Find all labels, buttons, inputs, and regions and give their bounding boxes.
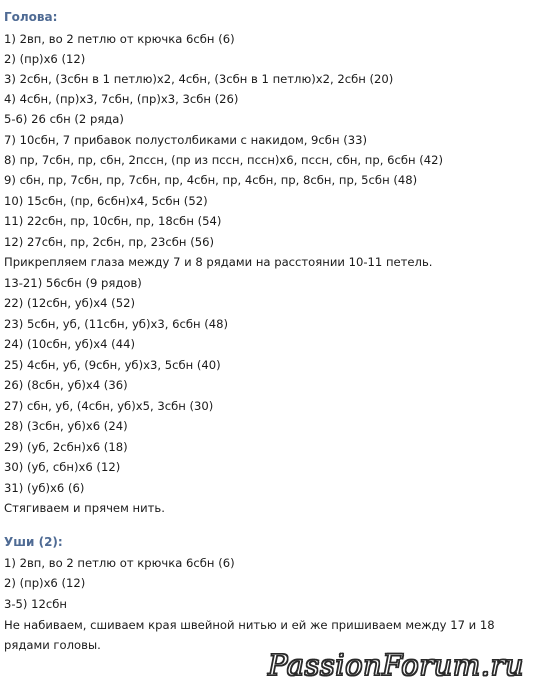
head-row-9: 9) сбн, пр, 7сбн, пр, 7сбн, пр, 4сбн, пр, 4сбн, пр, 8сбн, пр, 5сбн (48) xyxy=(4,173,418,187)
head-row-13-21: 13-21) 56сбн (9 рядов) xyxy=(4,276,142,290)
head-row-12: 12) 27сбн, пр, 2сбн, пр, 23сбн (56) xyxy=(4,235,215,249)
head-row-27: 27) сбн, уб, (4сбн, уб)х5, 3сбн (30) xyxy=(4,399,214,413)
ears-row-3-5: 3-5) 12сбн xyxy=(4,597,68,611)
head-row-1: 1) 2вп, во 2 петлю от крючка 6сбн (6) xyxy=(4,32,235,46)
head-row-2: 2) (пр)х6 (12) xyxy=(4,52,86,66)
head-row-11: 11) 22сбн, пр, 10сбн, пр, 18сбн (54) xyxy=(4,214,222,228)
head-row-4: 4) 4сбн, (пр)х3, 7сбн, (пр)х3, 3сбн (26) xyxy=(4,92,239,106)
head-row-22: 22) (12сбн, уб)х4 (52) xyxy=(4,296,135,310)
head-row-26: 26) (8сбн, уб)х4 (36) xyxy=(4,378,128,392)
head-row-28: 28) (3сбн, уб)х6 (24) xyxy=(4,419,128,433)
ears-section-title: Уши (2): xyxy=(4,535,63,549)
head-row-25: 25) 4сбн, уб, (9сбн, уб)х3, 5сбн (40) xyxy=(4,358,221,372)
head-row-8: 8) пр, 7сбн, пр, сбн, 2пссн, (пр из пссн, пссн)х6, пссн, сбн, пр, 6сбн (42) xyxy=(4,153,444,167)
head-row-5-6: 5-6) 26 сбн (2 ряда) xyxy=(4,112,124,126)
head-row-10: 10) 15сбн, (пр, 6сбн)х4, 5сбн (52) xyxy=(4,194,208,208)
ears-row-1: 1) 2вп, во 2 петлю от крючка 6сбн (6) xyxy=(4,556,235,570)
ears-note-line-1: Не набиваем, сшиваем края швейной нитью и ей же пришиваем между 17 и 18 xyxy=(4,618,495,632)
head-finish-note: Стягиваем и прячем нить. xyxy=(4,501,165,515)
head-eyes-note: Прикрепляем глаза между 7 и 8 рядами на расстоянии 10-11 петель. xyxy=(4,255,433,269)
head-section-title: Голова: xyxy=(4,10,58,24)
head-row-7: 7) 10сбн, 7 прибавок полустолбиками с накидом, 9сбн (33) xyxy=(4,133,368,147)
ears-note-line-2: рядами головы. xyxy=(4,638,101,652)
head-row-23: 23) 5сбн, уб, (11сбн, уб)х3, 6сбн (48) xyxy=(4,317,229,331)
head-row-30: 30) (уб, сбн)х6 (12) xyxy=(4,460,121,474)
head-row-31: 31) (уб)х6 (6) xyxy=(4,481,85,495)
site-watermark: PassionForum.ru xyxy=(268,648,524,682)
ears-row-2: 2) (пр)х6 (12) xyxy=(4,576,86,590)
head-row-3: 3) 2сбн, (3сбн в 1 петлю)х2, 4сбн, (3сбн в 1 петлю)х2, 2сбн (20) xyxy=(4,72,394,86)
head-row-29: 29) (уб, 2сбн)х6 (18) xyxy=(4,440,128,454)
head-row-24: 24) (10сбн, уб)х4 (44) xyxy=(4,337,135,351)
